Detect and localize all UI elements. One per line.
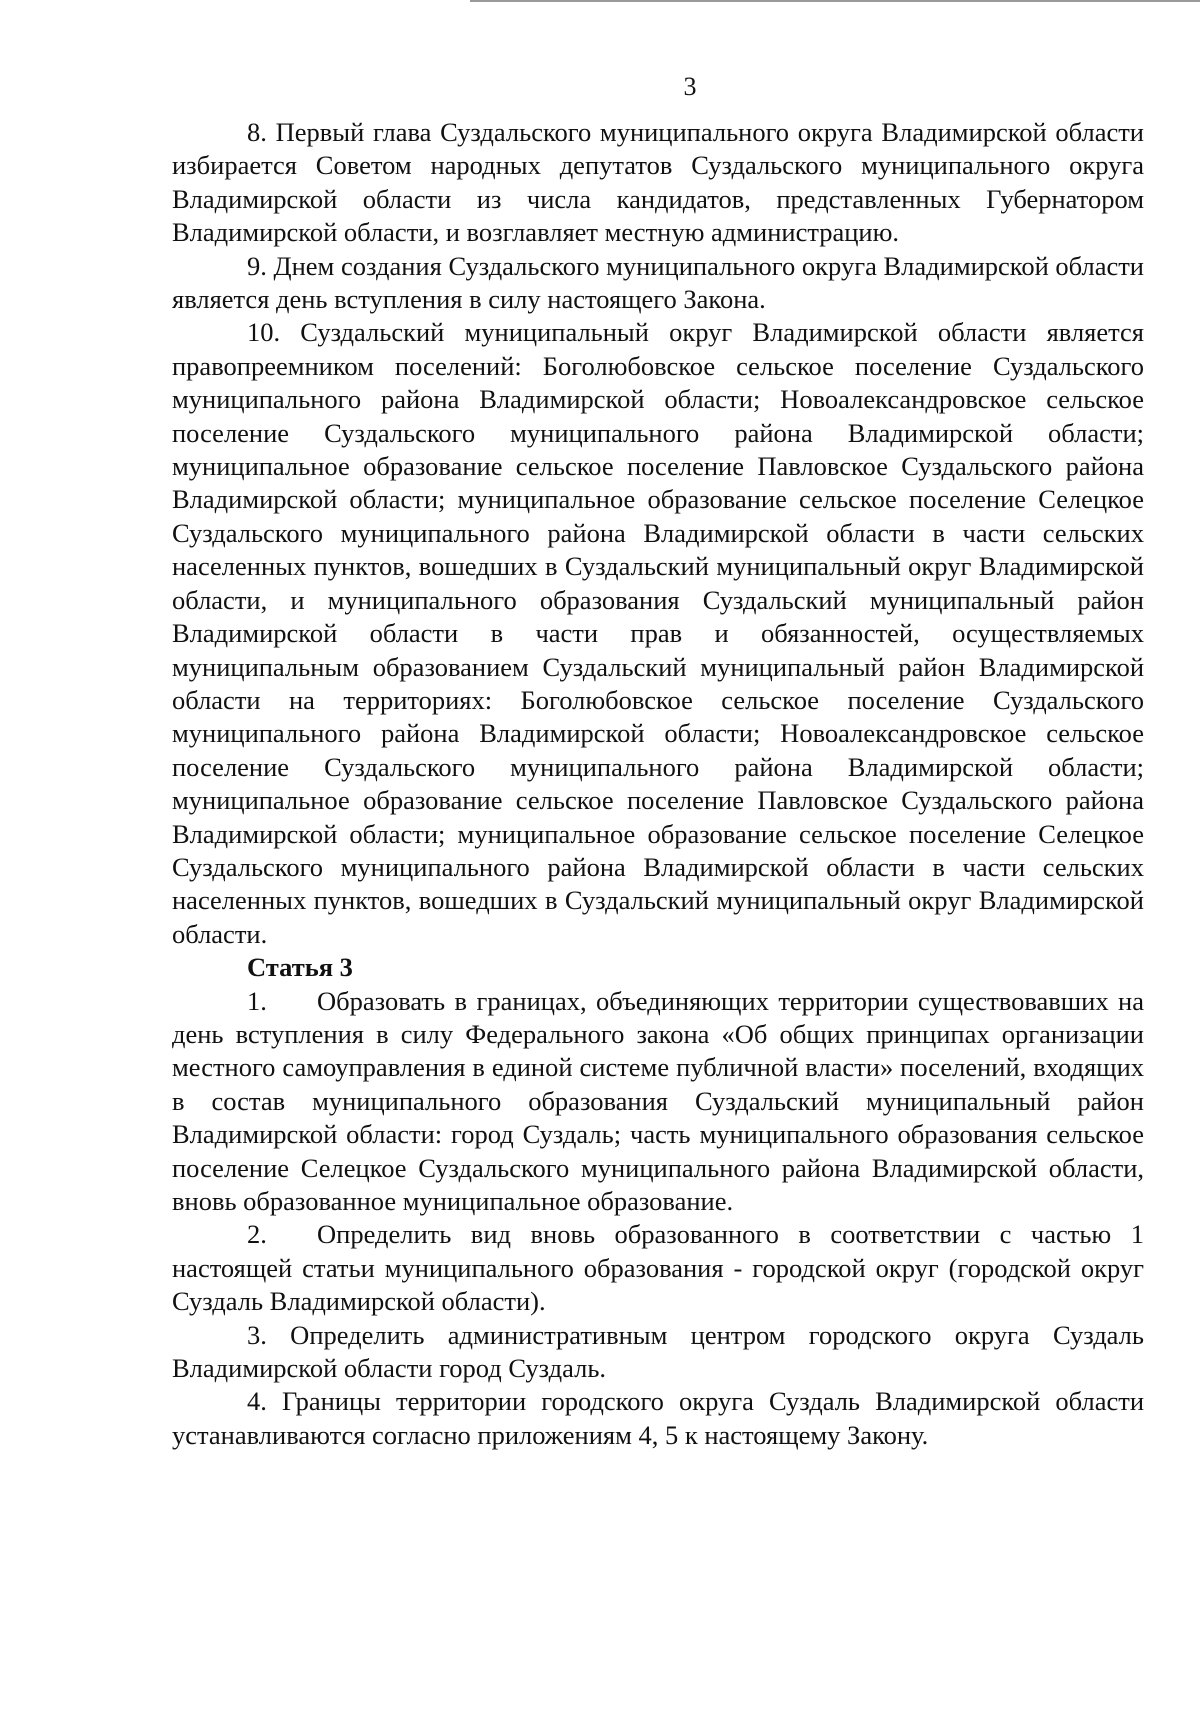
document-body bbox=[172, 116, 1144, 1452]
article-3-item-2 bbox=[172, 1218, 1144, 1318]
paragraph-8: 8. Первый глава Суздальского муниципального округа Владимирской области избирается Советом народных депутатов Суздальского муниципального округа Владимирской области из числа кандидатов, представленных Губернатором Владимирской области, и возглавляет местную администрацию. bbox=[172, 117, 1144, 248]
item-text: Определить вид вновь образованного в соответствии с частью 1 настоящей статьи муниципального образования - городской округ (городской округ Суздаль Владимирской области). bbox=[172, 1219, 1144, 1317]
article-3-paragraph-4: 4. Границы территории городского округа Суздаль Владимирской области устанавливаются согласно приложениям 4, 5 к настоящему Закону. bbox=[172, 1386, 1144, 1450]
item-number: 2. bbox=[247, 1219, 267, 1250]
item-number: 1. bbox=[247, 985, 267, 1016]
page-number: 3 bbox=[683, 72, 697, 101]
paragraph-9: 9. Днем создания Суздальского муниципального округа Владимирской области является день вступления в силу настоящего Закона. bbox=[172, 250, 1144, 315]
article-3-heading: Статья 3 bbox=[247, 952, 353, 983]
article-3-item-1 bbox=[172, 985, 1144, 1219]
scan-top-edge bbox=[470, 0, 1200, 2]
paragraph-10: 10. Суздальский муниципальный округ Владимирской области является правопреемником поселений: Боголюбовское сельское поселение Суздальского муниципального района Владимирской области; Новоалександровское сельское поселение Суздальского муниципального района Владимирской области; муниципальное образование сельское поселение Павловское Суздальского района Владимирской области; муниципальное образование сельское поселение Селецкое Суздальского муниципального района Владимирской области в части сельских населенных пунктов, вошедших в Суздальский муниципальный округ Владимирской области, и муниципального образования Суздальский муниципальный район Владимирской области в части прав и обязанностей, осуществляемых муниципальным образованием Суздальский муниципальный район Владимирской области на территориях: Боголюбовское сельское поселение Суздальского муниципального района Владимирской области; Новоалександровское сельское поселение Суздальского муниципального района Владимирской области; муниципальное образование сельское поселение Павловское Суздальского района Владимирской области; муниципальное образование сельское поселение Селецкое Суздальского муниципального района Владимирской области в части сельских населенных пунктов, вошедших в Суздальский муниципальный округ Владимирской области. bbox=[172, 317, 1144, 949]
article-3-paragraph-3: 3. Определить административным центром городского округа Суздаль Владимирской области город Суздаль. bbox=[172, 1319, 1144, 1384]
item-text: Образовать в границах, объединяющих территории существовавших на день вступления в силу Федерального закона «Об общих принципах организации местного самоуправления в единой системе публичной власти» поселений, входящих в состав муниципального образования Суздальский муниципальный район Владимирской области: город Суздаль; часть муниципального образования сельское поселение Селецкое Суздальского муниципального района Владимирской области, вновь образованное муниципальное образование. bbox=[172, 985, 1144, 1216]
